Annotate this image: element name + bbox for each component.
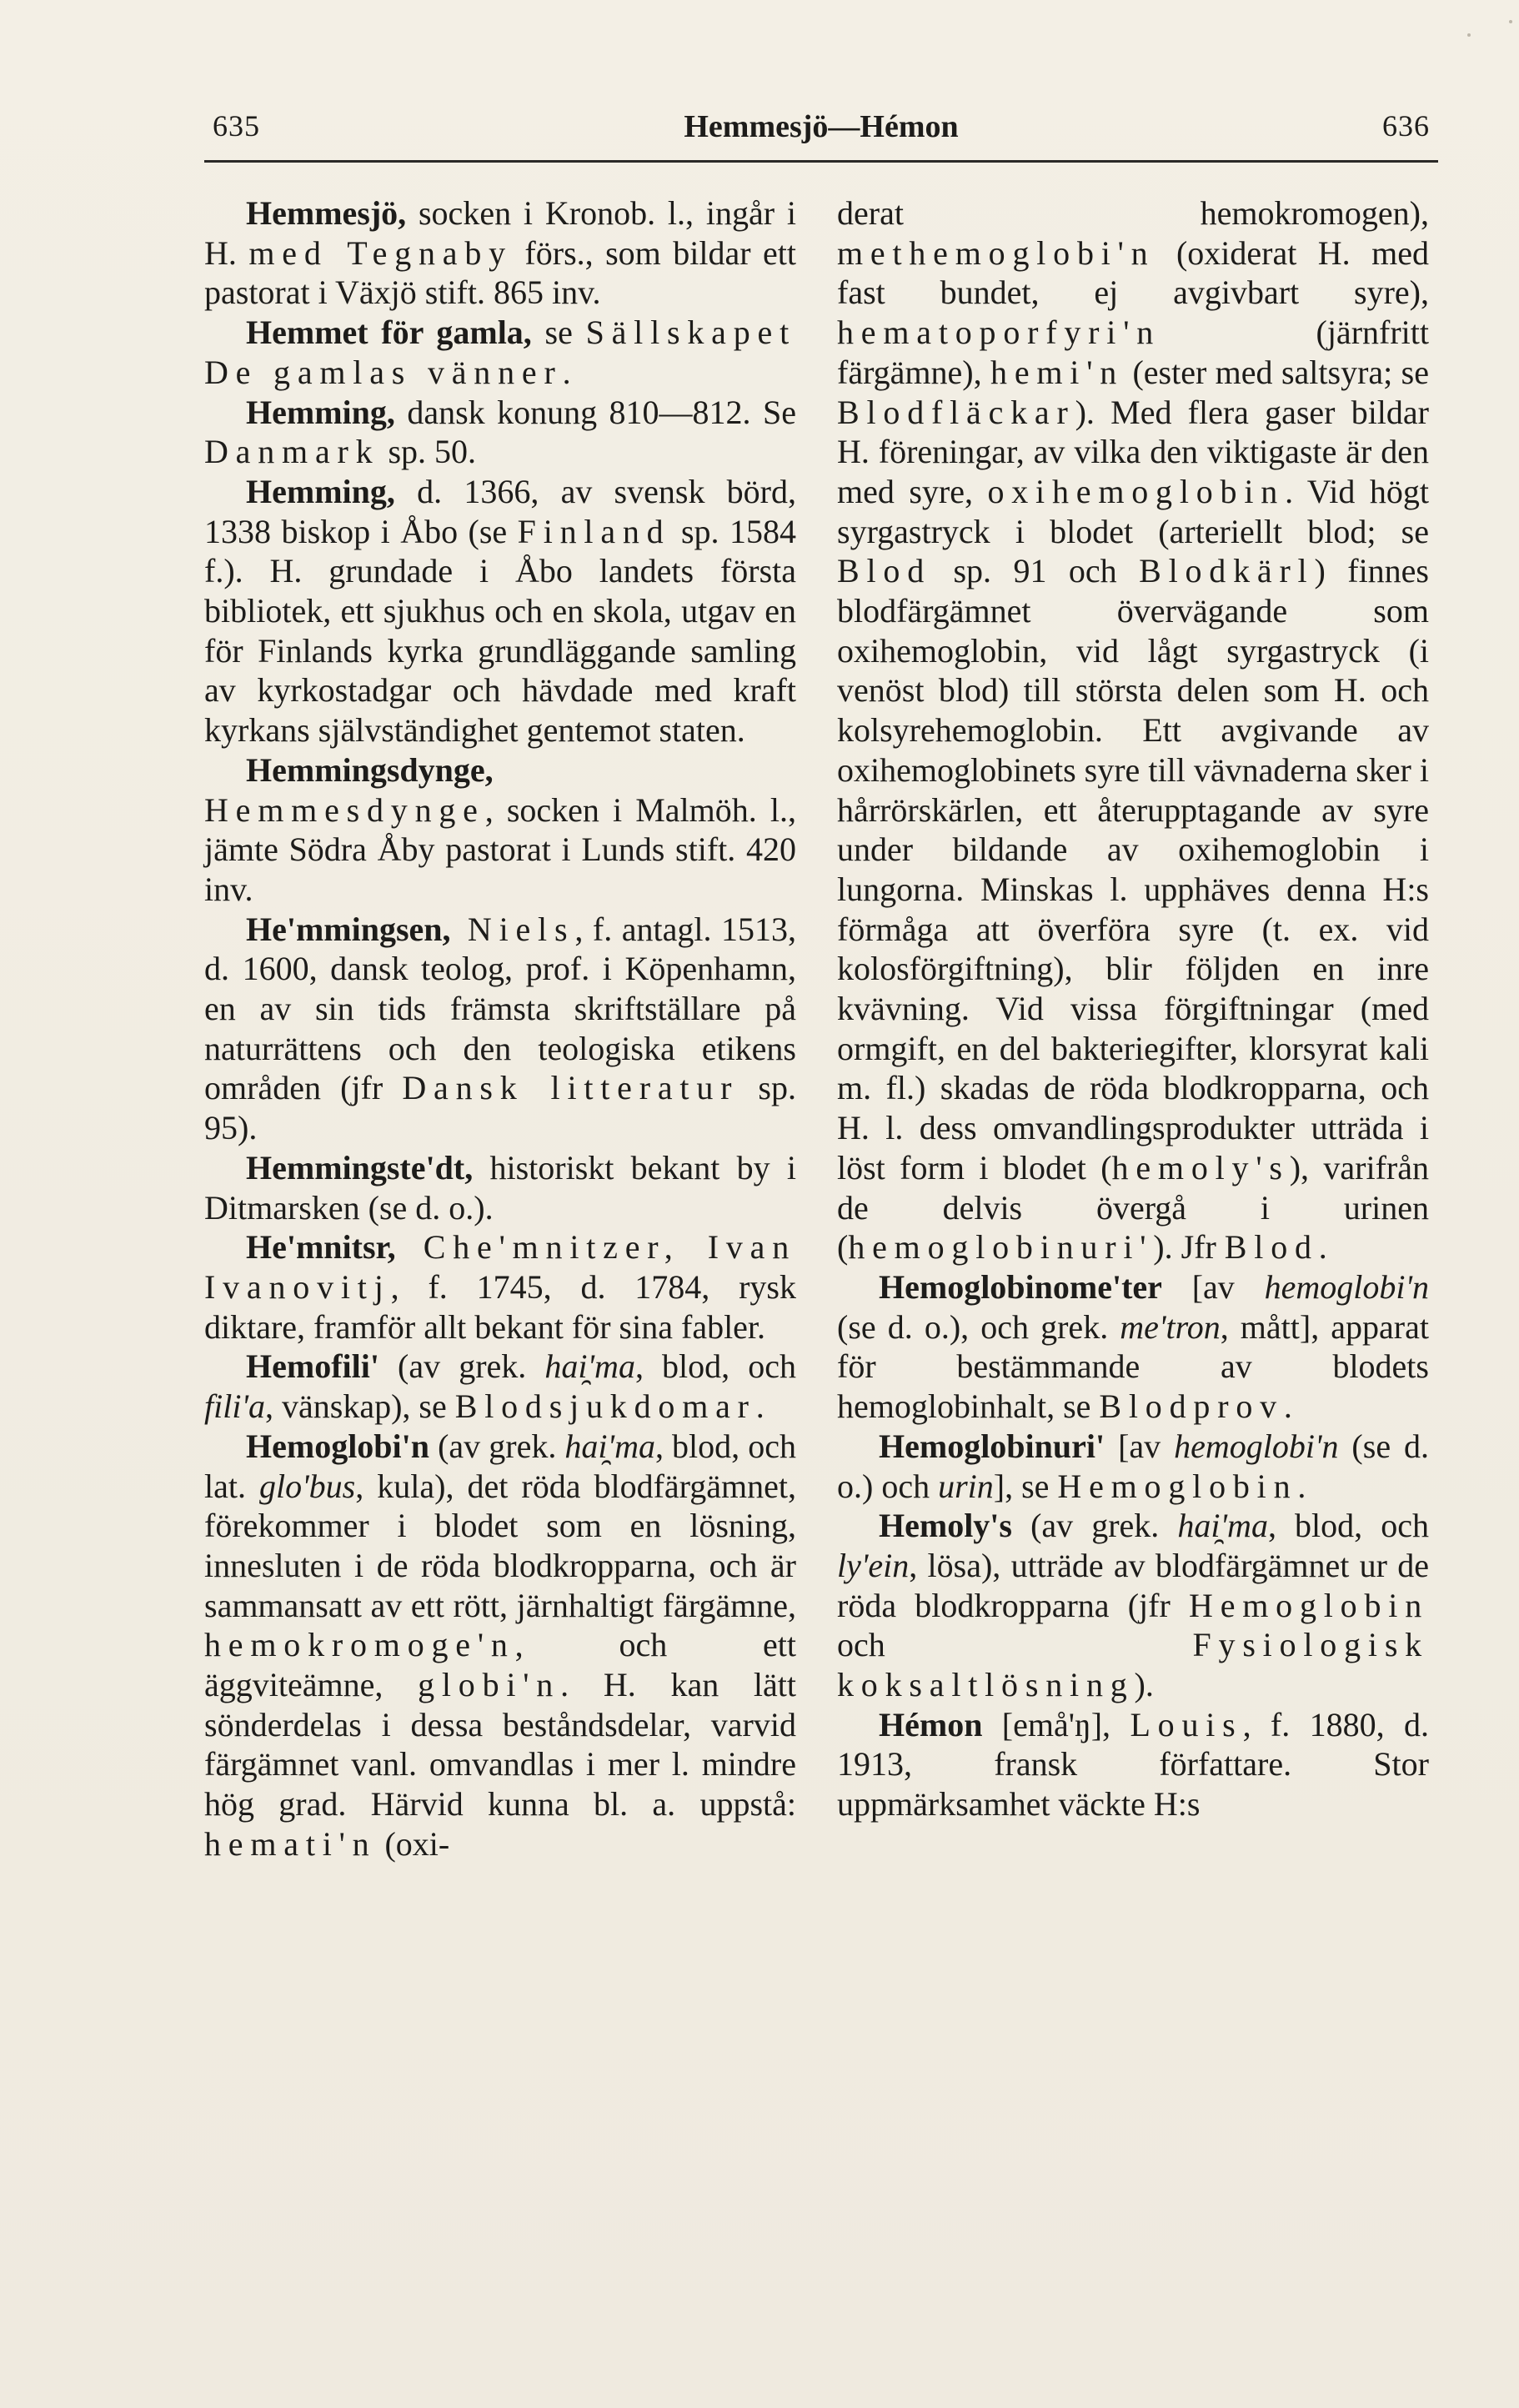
header-rule xyxy=(204,160,1438,163)
etymology: fili'a xyxy=(204,1387,266,1426)
entry-text: . xyxy=(1318,1228,1327,1267)
entry-hemmet-for-gamla xyxy=(204,313,796,392)
headword: Hemofili' xyxy=(246,1347,379,1386)
cross-reference: Hemoglobin xyxy=(1189,1586,1429,1624)
entry-hemming-konung xyxy=(204,393,796,472)
right-column-number: 636 xyxy=(1382,109,1430,143)
headword: Hémon xyxy=(879,1705,983,1743)
entry-text: ). xyxy=(1134,1666,1154,1704)
entry-hemoglobin xyxy=(204,1427,796,1864)
term: methemoglobi'n xyxy=(837,233,1156,272)
entry-text: (oxiderat H. med fast bundet, ej avgivbart syre), xyxy=(837,233,1429,312)
entry-hemmesjo xyxy=(204,193,796,313)
entry-text: ). Jfr xyxy=(1153,1228,1225,1267)
cross-reference: Blodsjukdomar xyxy=(454,1387,756,1426)
term: hemoly's xyxy=(1111,1148,1290,1186)
entry-text: ), varifrån de delvis övergå i urinen ( xyxy=(837,1148,1429,1267)
term: hemati'n xyxy=(204,1824,377,1863)
entry-text: , mått], apparat för bestämmande av blodets hemoglobinhalt, se xyxy=(837,1307,1429,1426)
cross-reference: Finland xyxy=(517,512,671,550)
entry-text: socken i Kronob. l., ingår i H. xyxy=(204,194,796,272)
headword: He'mnitsr, xyxy=(246,1228,396,1267)
entry-text: . Vid högt syrgastryck i blodet (arteriellt blod; se xyxy=(837,472,1429,550)
entry-text: , och ett äggviteämne, xyxy=(204,1626,796,1704)
headword: Hemmingste'dt, xyxy=(246,1148,474,1186)
entry-text: sp. 91 och xyxy=(931,552,1140,590)
term: hemoglobinuri' xyxy=(848,1228,1154,1267)
entry-text: , lösa), utträde av blodfärgämnet ur de röda blodkropparna (jfr xyxy=(837,1546,1429,1624)
right-column xyxy=(837,193,1429,1824)
entry-text: , socken i Malmöh. l., jämte Södra Åby pastorat i Lunds stift. 420 inv. xyxy=(204,790,796,908)
cross-reference: Danmark xyxy=(204,433,380,471)
headword: Hemming, xyxy=(246,472,395,510)
term: hematoporfyri'n xyxy=(837,314,1161,352)
given-name: Niels xyxy=(450,910,575,948)
entry-text: , vänskap), se xyxy=(265,1387,455,1426)
cross-reference: Sällskapet De gamlas vänner xyxy=(204,314,796,391)
cross-reference: Blodkärl xyxy=(1139,552,1315,590)
cross-reference: Blod xyxy=(837,552,931,590)
entry-hemmingstedt xyxy=(204,1148,796,1227)
entry-text: förs., som bildar ett pastorat i Växjö stift. 865 inv. xyxy=(204,233,797,312)
entry-text: (av grek. xyxy=(1011,1507,1178,1545)
entry-hemolys xyxy=(837,1506,1429,1705)
entry-text: (av grek. xyxy=(429,1427,565,1465)
headword: He'mmingsen, xyxy=(246,910,451,948)
entry-text: . xyxy=(1297,1467,1306,1505)
etymology: hai̯'ma xyxy=(564,1427,655,1465)
etymology: hemoglobi'n xyxy=(1264,1267,1429,1306)
entry-text: , f. 1880, d. 1913, fransk författare. Stor uppmärksamhet väckte H:s xyxy=(837,1705,1429,1824)
entry-hemoglobin-continued xyxy=(837,193,1429,1267)
entry-text: (oxi- xyxy=(376,1824,450,1863)
entry-text: , f. antagl. 1513, d. 1600, dansk teolog, prof. i Köpenhamn, en av sin tids främsta skriftställare på naturrättens och den teologiska etikens områden (jfr xyxy=(204,910,796,1107)
entry-text: [emå'ŋ], xyxy=(982,1705,1130,1743)
entry-hemmingsen xyxy=(204,910,796,1148)
cross-reference: Fysiologisk koksaltlösning xyxy=(837,1626,1429,1704)
cross-reference: Hemoglobin xyxy=(1057,1467,1298,1505)
full-name: Che'mnitzer, Ivan Ivanovitj xyxy=(204,1228,796,1306)
headword: Hemoly's xyxy=(879,1507,1012,1545)
entry-hemon xyxy=(837,1705,1429,1824)
variant-name: Hemmesdynge xyxy=(204,790,485,829)
entry-text: (se d. o.) och xyxy=(837,1427,1429,1505)
entry-text: historiskt bekant by i Ditmarsken (se d. o.). xyxy=(204,1148,796,1227)
entry-text: . xyxy=(1283,1387,1292,1426)
page-header xyxy=(204,108,1438,158)
etymology: ly'ein xyxy=(837,1546,910,1584)
entry-text: , kula), det röda blodfärgämnet, förekommer i blodet som en lösning, innesluten i de röda blodkropparna, och är sammansatt av ett rött, järnhaltigt färgämne, xyxy=(204,1467,796,1624)
entry-text: ], se xyxy=(993,1467,1058,1505)
headword: Hemmingsdynge, xyxy=(246,750,494,789)
entry-text: (se d. o.), och grek. xyxy=(837,1307,1120,1346)
entry-text: . H. kan lätt sönderdelas i dessa beståndsdelar, varvid färgämnet vanl. omvandlas i mer l. mindre hög grad. Härvid kunna bl. a. uppstå: xyxy=(204,1666,797,1824)
entry-text: sp. 1584 f.). H. grundade i Åbo landets första bibliotek, ett sjukhus och en skola, utgav en för Finlands kyrka grundläggande samling av kyrkostadgar och hävdade med kraft kyrkans självständighet gentemot staten. xyxy=(204,512,796,750)
entry-text: (järnfritt färgämne), xyxy=(837,314,1429,391)
term: hemokromoge'n xyxy=(204,1626,515,1664)
entry-hemoglobinometer xyxy=(837,1267,1429,1427)
entry-text: ). Med flera gaser bildar H. föreningar, av vilka den viktigaste är den med syre, xyxy=(837,393,1429,510)
entry-text: se xyxy=(531,314,586,352)
cross-reference: Blodprov xyxy=(1099,1387,1284,1426)
entry-hemming-biskop xyxy=(204,472,796,750)
term: oxihemoglobin xyxy=(987,472,1286,510)
entry-text: . xyxy=(562,353,571,391)
cross-reference: med Tegnaby xyxy=(248,233,513,272)
entry-text: (av grek. xyxy=(378,1347,545,1386)
headword: Hemoglobi'n xyxy=(246,1427,430,1465)
etymology: hemoglobi'n xyxy=(1174,1427,1339,1465)
etymology: hai̯'ma xyxy=(544,1347,635,1386)
entry-text: och xyxy=(837,1626,1193,1664)
entry-text: (ester med saltsyra; se xyxy=(1124,353,1429,391)
entry-hemmingsdynge xyxy=(204,750,796,910)
entry-text: , blod, och xyxy=(1267,1507,1429,1545)
left-column-number: 635 xyxy=(213,109,260,143)
etymology: urin xyxy=(938,1467,994,1505)
entry-hemnitser xyxy=(204,1227,796,1347)
etymology: me'tron xyxy=(1120,1307,1221,1346)
headword: Hemoglobinuri' xyxy=(879,1427,1105,1465)
entry-text: dansk konung 810—812. Se xyxy=(394,393,796,431)
entry-text: [av xyxy=(1161,1267,1265,1306)
entry-text: [av xyxy=(1105,1427,1175,1465)
entry-text: derat hemokromogen), xyxy=(837,194,1429,232)
term: hemi'n xyxy=(990,353,1125,391)
left-column xyxy=(204,193,796,1864)
entry-text: d. 1366, av svensk börd, 1338 biskop i Åbo (se xyxy=(204,472,796,550)
entry-text: sp. 50. xyxy=(379,433,477,471)
paper-speck xyxy=(1467,33,1471,37)
entry-text: ) finnes blodfärgämnet övervägande som oxihemoglobin, vid lågt syrgastryck (i venöst blod) till största delen som H. och kolsyrehemoglobin. Ett avgivande av oxihemoglobinets syre till vävnaderna sker i hårrörskärlen, ett återupptagande av syre under bildande av oxihemoglobin i lungorna. Minskas l. upphäves denna H:s förmåga att överföra syre (t. ex. vid kolosförgiftning), blir följden en inre kvävning. Vid vissa förgiftningar (med ormgift, en del bakteriegifter, klorsyrat kali m. fl.) skadas de röda blodkropparna, och H. l. dess omvandlingsprodukter utträda i löst form i blodet ( xyxy=(837,552,1429,1186)
entry-hemoglobinuri xyxy=(837,1427,1429,1506)
cross-reference: Blod xyxy=(1224,1228,1319,1267)
term: globi'n xyxy=(418,1666,561,1704)
entry-text: sp. 95). xyxy=(204,1069,796,1147)
cross-reference: Dansk litteratur xyxy=(402,1069,739,1107)
headword: Hemmet för gamla, xyxy=(246,314,532,352)
etymology: hai̯'ma xyxy=(1177,1507,1268,1545)
paper-speck xyxy=(1509,20,1512,23)
given-name: Louis xyxy=(1130,1705,1243,1743)
entry-text: . xyxy=(755,1387,765,1426)
headword: Hemming, xyxy=(246,393,395,431)
headword: Hemmesjö, xyxy=(246,194,407,232)
headword: Hemoglobinome'ter xyxy=(879,1267,1162,1306)
cross-reference: Blodfläckar xyxy=(837,393,1075,431)
entry-text: , f. 1745, d. 1784, rysk diktare, framför allt bekant för sina fabler. xyxy=(204,1267,796,1346)
entry-text: , blod, och lat. xyxy=(204,1427,796,1505)
entry-hemofili xyxy=(204,1347,796,1426)
entry-text: , blod, och xyxy=(634,1347,796,1386)
running-head: Hemmesjö—Hémon xyxy=(684,109,959,144)
etymology: glo'bus xyxy=(259,1467,356,1505)
